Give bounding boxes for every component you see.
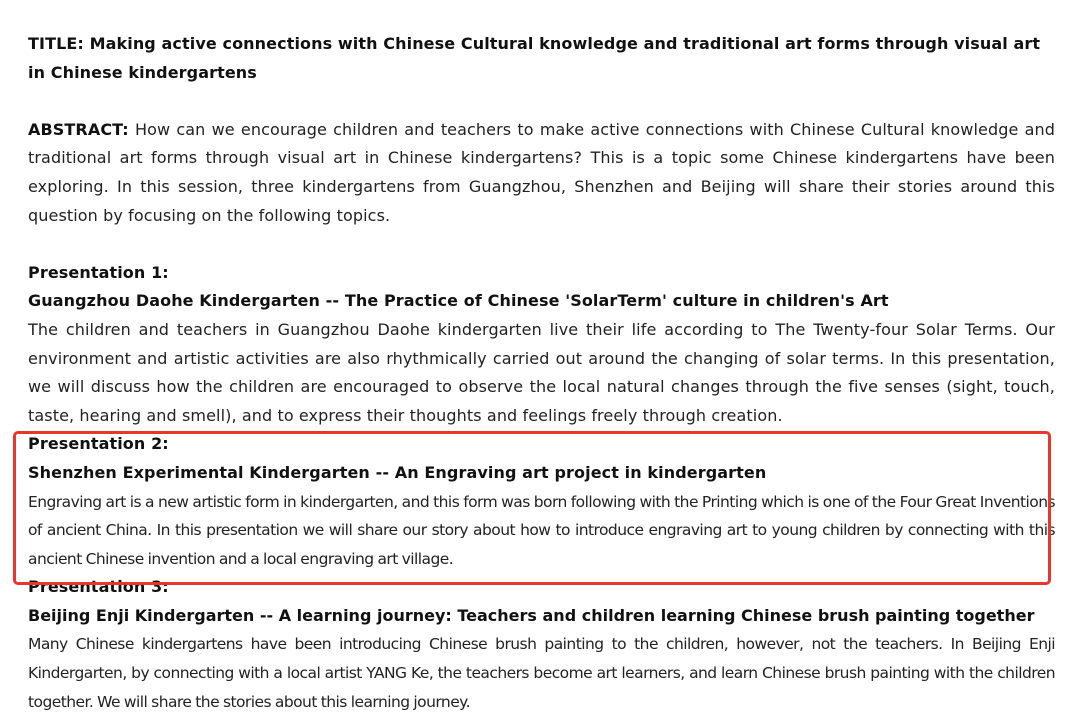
presentation-3-heading: Presentation 3: [28,577,169,597]
abstract-paragraph [28,116,1055,230]
abstract-text: How can we encourage children and teachers to make active connections with Chinese Cultural knowledge and traditional art forms through visual art in Chinese kindergartens? This is a topic some Chinese kindergartens have been exploring. In this session, three kindergartens from Guangzhou, Shenzhen and Beijing will share their stories around this question by focusing on the following topics. [28,119,1056,225]
presentation-2-body: Engraving art is a new artistic form in kindergarten, and this form was born following with the Printing which is one of the Four Great Inventions of ancient China. In this presentation we will share our story about how to introduce engraving art to young children by connecting with this ancient Chinese invention and a local engraving art village. [28,492,1055,568]
presentation-1 [28,259,1055,431]
presentation-2 [28,430,1055,573]
title-text: Making active connections with Chinese Cultural knowledge and traditional art forms through visual art in Chinese kindergartens [28,34,1041,82]
abstract-label: ABSTRACT: [28,119,129,139]
presentation-2-subtitle: Shenzhen Experimental Kindergarten -- An Engraving art project in kindergarten [28,462,767,482]
presentation-3-body: Many Chinese kindergartens have been introducing Chinese brush painting to the children, however, not the teachers. In Beijing Enji Kindergarten, by connecting with a local artist YANG Ke, the teachers become art learners, and learn Chinese brush painting with the children together. We will share the stories about this learning journey. [28,635,1055,711]
document-title [28,30,1055,87]
title-label: TITLE: [28,34,84,53]
presentation-2-heading: Presentation 2: [28,434,169,454]
presentation-1-body: The children and teachers in Guangzhou Daohe kindergarten live their life according to The Twenty-four Solar Terms. Our environment and artistic activities are also rhythmically carried out around the changing of solar terms. In this presentation, we will discuss how the children are encouraged to observe the local natural changes through the five senses (sight, touch, taste, hearing and smell), and to express their thoughts and feelings freely through creation. [28,319,1055,425]
presentation-3 [28,573,1055,716]
presentation-1-subtitle: Guangzhou Daohe Kindergarten -- The Practice of Chinese 'SolarTerm' culture in children's Art [28,291,889,311]
presentation-3-subtitle: Beijing Enji Kindergarten -- A learning journey: Teachers and children learning Chinese brush painting together [28,605,1035,625]
document-body [28,30,1055,716]
presentation-1-heading: Presentation 1: [28,262,169,282]
